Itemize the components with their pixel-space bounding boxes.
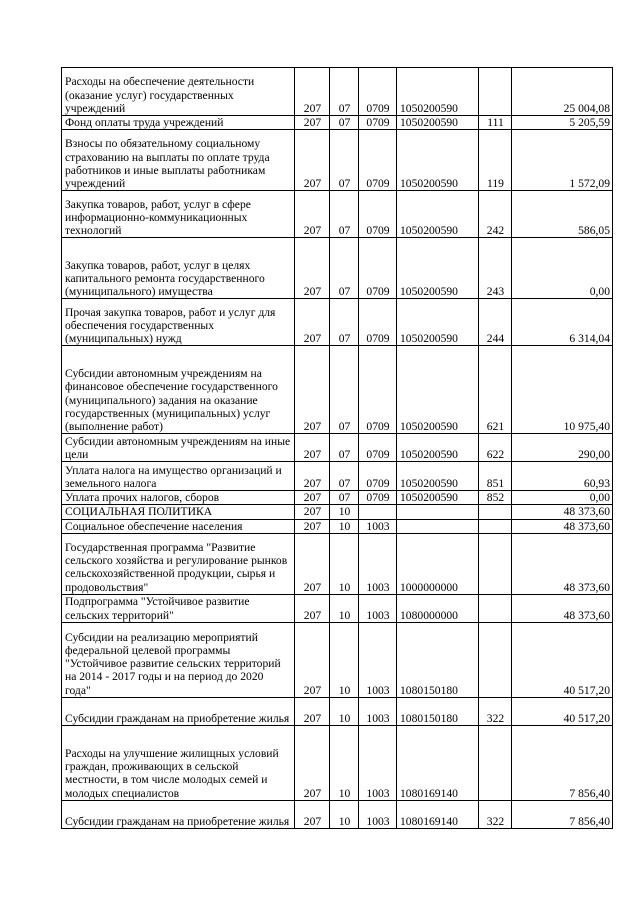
amount-cell: 48 373,60 bbox=[512, 594, 613, 622]
amount-cell: 6 314,04 bbox=[512, 299, 613, 346]
row-name-cell: Государственная программа "Развитие сельского хозяйства и регулирование рынков сельскохозяйственной продукции, сырья и продовольствия" bbox=[62, 533, 295, 594]
row-name-cell: Фонд оплаты труда учреждений bbox=[62, 116, 295, 130]
section-cell: 10 bbox=[330, 725, 359, 800]
expense-type-cell bbox=[479, 519, 512, 533]
subsection-cell: 0709 bbox=[359, 130, 397, 191]
subsection-cell: 0709 bbox=[359, 434, 397, 462]
amount-cell: 0,00 bbox=[512, 238, 613, 299]
row-name-cell: Субсидии гражданам на приобретение жилья bbox=[62, 697, 295, 725]
amount-cell: 0,00 bbox=[512, 491, 613, 505]
subsection-cell: 0709 bbox=[359, 116, 397, 130]
row-name-cell: Подпрограмма "Устойчивое развитие сельских территорий" bbox=[62, 594, 295, 622]
grbs-cell: 207 bbox=[295, 346, 330, 434]
target-article-cell: 1050200590 bbox=[397, 116, 479, 130]
table-body bbox=[62, 68, 613, 829]
row-name-cell: Закупка товаров, работ, услуг в целях капитального ремонта государственного (муниципального) имущества bbox=[62, 238, 295, 299]
target-article-cell: 1050200590 bbox=[397, 130, 479, 191]
row-name-cell: Закупка товаров, работ, услуг в сфере информационно-коммуникационных технологий bbox=[62, 191, 295, 238]
target-article-cell: 1050200590 bbox=[397, 191, 479, 238]
target-article-cell: 1080169140 bbox=[397, 800, 479, 828]
budget-table bbox=[61, 67, 613, 829]
table-row bbox=[62, 800, 613, 828]
amount-cell: 48 373,60 bbox=[512, 533, 613, 594]
table-row bbox=[62, 238, 613, 299]
target-article-cell: 1080000000 bbox=[397, 594, 479, 622]
row-name-cell: Социальное обеспечение населения bbox=[62, 519, 295, 533]
subsection-cell: 0709 bbox=[359, 191, 397, 238]
row-name-cell: Субсидии гражданам на приобретение жилья bbox=[62, 800, 295, 828]
amount-cell: 5 205,59 bbox=[512, 116, 613, 130]
subsection-cell: 1003 bbox=[359, 622, 397, 697]
subsection-cell: 1003 bbox=[359, 594, 397, 622]
row-name-cell: Субсидии автономным учреждениям на финансовое обеспечение государственного (муниципального) задания на оказание государственных (муниципальных) услуг (выполнение работ) bbox=[62, 346, 295, 434]
target-article-cell: 1080150180 bbox=[397, 622, 479, 697]
section-cell: 07 bbox=[330, 68, 359, 116]
target-article-cell: 1050200590 bbox=[397, 462, 479, 491]
grbs-cell: 207 bbox=[295, 725, 330, 800]
target-article-cell: 1050200590 bbox=[397, 238, 479, 299]
subsection-cell: 0709 bbox=[359, 462, 397, 491]
section-cell: 10 bbox=[330, 533, 359, 594]
subsection-cell bbox=[359, 505, 397, 519]
target-article-cell: 1080150180 bbox=[397, 697, 479, 725]
table-row bbox=[62, 491, 613, 505]
amount-cell: 40 517,20 bbox=[512, 697, 613, 725]
row-name-cell: Уплата прочих налогов, сборов bbox=[62, 491, 295, 505]
subsection-cell: 0709 bbox=[359, 238, 397, 299]
target-article-cell: 1050200590 bbox=[397, 346, 479, 434]
grbs-cell: 207 bbox=[295, 116, 330, 130]
target-article-cell: 1000000000 bbox=[397, 533, 479, 594]
table-row bbox=[62, 191, 613, 238]
table-row bbox=[62, 622, 613, 697]
section-cell: 07 bbox=[330, 130, 359, 191]
target-article-cell: 1050200590 bbox=[397, 434, 479, 462]
subsection-cell: 0709 bbox=[359, 68, 397, 116]
subsection-cell: 1003 bbox=[359, 697, 397, 725]
grbs-cell: 207 bbox=[295, 491, 330, 505]
expense-type-cell: 242 bbox=[479, 191, 512, 238]
grbs-cell: 207 bbox=[295, 505, 330, 519]
expense-type-cell: 111 bbox=[479, 116, 512, 130]
amount-cell: 1 572,09 bbox=[512, 130, 613, 191]
amount-cell: 40 517,20 bbox=[512, 622, 613, 697]
table-row bbox=[62, 299, 613, 346]
grbs-cell: 207 bbox=[295, 191, 330, 238]
grbs-cell: 207 bbox=[295, 68, 330, 116]
table-row bbox=[62, 116, 613, 130]
table-row bbox=[62, 462, 613, 491]
target-article-cell bbox=[397, 519, 479, 533]
amount-cell: 48 373,60 bbox=[512, 505, 613, 519]
amount-cell: 10 975,40 bbox=[512, 346, 613, 434]
section-cell: 10 bbox=[330, 622, 359, 697]
table-row bbox=[62, 505, 613, 519]
grbs-cell: 207 bbox=[295, 594, 330, 622]
grbs-cell: 207 bbox=[295, 238, 330, 299]
grbs-cell: 207 bbox=[295, 697, 330, 725]
subsection-cell: 1003 bbox=[359, 533, 397, 594]
table-row bbox=[62, 697, 613, 725]
section-cell: 07 bbox=[330, 491, 359, 505]
expense-type-cell bbox=[479, 622, 512, 697]
table-row bbox=[62, 68, 613, 116]
expense-type-cell: 322 bbox=[479, 697, 512, 725]
row-name-cell: Расходы на обеспечение деятельности (оказание услуг) государственных учреждений bbox=[62, 68, 295, 116]
grbs-cell: 207 bbox=[295, 130, 330, 191]
section-cell: 07 bbox=[330, 238, 359, 299]
table-row bbox=[62, 725, 613, 800]
amount-cell: 60,93 bbox=[512, 462, 613, 491]
grbs-cell: 207 bbox=[295, 800, 330, 828]
grbs-cell: 207 bbox=[295, 299, 330, 346]
table-row bbox=[62, 533, 613, 594]
expense-type-cell: 851 bbox=[479, 462, 512, 491]
row-name-cell: Взносы по обязательному социальному страхованию на выплаты по оплате труда работников и иные выплаты работникам учреждений bbox=[62, 130, 295, 191]
table-row bbox=[62, 594, 613, 622]
section-cell: 07 bbox=[330, 191, 359, 238]
section-cell: 10 bbox=[330, 519, 359, 533]
grbs-cell: 207 bbox=[295, 519, 330, 533]
amount-cell: 7 856,40 bbox=[512, 725, 613, 800]
target-article-cell: 1050200590 bbox=[397, 491, 479, 505]
table-row bbox=[62, 519, 613, 533]
expense-type-cell: 243 bbox=[479, 238, 512, 299]
table-row bbox=[62, 130, 613, 191]
expense-type-cell: 622 bbox=[479, 434, 512, 462]
amount-cell: 7 856,40 bbox=[512, 800, 613, 828]
section-cell: 07 bbox=[330, 434, 359, 462]
target-article-cell: 1050200590 bbox=[397, 299, 479, 346]
subsection-cell: 1003 bbox=[359, 519, 397, 533]
section-cell: 07 bbox=[330, 299, 359, 346]
target-article-cell bbox=[397, 505, 479, 519]
expense-type-cell bbox=[479, 505, 512, 519]
expense-type-cell bbox=[479, 594, 512, 622]
expense-type-cell: 244 bbox=[479, 299, 512, 346]
grbs-cell: 207 bbox=[295, 622, 330, 697]
row-name-cell: Субсидии на реализацию мероприятий федеральной целевой программы "Устойчивое развитие сельских территорий на 2014 - 2017 годы и на период до 2020 года" bbox=[62, 622, 295, 697]
subsection-cell: 0709 bbox=[359, 299, 397, 346]
expense-type-cell: 322 bbox=[479, 800, 512, 828]
amount-cell: 25 004,08 bbox=[512, 68, 613, 116]
grbs-cell: 207 bbox=[295, 434, 330, 462]
amount-cell: 586,05 bbox=[512, 191, 613, 238]
expense-type-cell bbox=[479, 533, 512, 594]
subsection-cell: 0709 bbox=[359, 346, 397, 434]
expense-type-cell: 119 bbox=[479, 130, 512, 191]
subsection-cell: 1003 bbox=[359, 725, 397, 800]
row-name-cell: Расходы на улучшение жилищных условий граждан, проживающих в сельской местности, в том числе молодых семей и молодых специалистов bbox=[62, 725, 295, 800]
expense-type-cell: 621 bbox=[479, 346, 512, 434]
expense-type-cell: 852 bbox=[479, 491, 512, 505]
section-cell: 07 bbox=[330, 462, 359, 491]
row-name-cell: Прочая закупка товаров, работ и услуг для обеспечения государственных (муниципальных) нужд bbox=[62, 299, 295, 346]
section-cell: 07 bbox=[330, 346, 359, 434]
table-row bbox=[62, 434, 613, 462]
row-name-cell: Субсидии автономным учреждениям на иные цели bbox=[62, 434, 295, 462]
section-cell: 07 bbox=[330, 116, 359, 130]
expense-type-cell bbox=[479, 68, 512, 116]
section-cell: 10 bbox=[330, 505, 359, 519]
section-cell: 10 bbox=[330, 697, 359, 725]
target-article-cell: 1080169140 bbox=[397, 725, 479, 800]
amount-cell: 290,00 bbox=[512, 434, 613, 462]
subsection-cell: 1003 bbox=[359, 800, 397, 828]
grbs-cell: 207 bbox=[295, 462, 330, 491]
expense-type-cell bbox=[479, 725, 512, 800]
target-article-cell: 1050200590 bbox=[397, 68, 479, 116]
section-cell: 10 bbox=[330, 594, 359, 622]
row-name-cell: Уплата налога на имущество организаций и земельного налога bbox=[62, 462, 295, 491]
section-cell: 10 bbox=[330, 800, 359, 828]
amount-cell: 48 373,60 bbox=[512, 519, 613, 533]
table-row bbox=[62, 346, 613, 434]
subsection-cell: 0709 bbox=[359, 491, 397, 505]
grbs-cell: 207 bbox=[295, 533, 330, 594]
row-name-cell: СОЦИАЛЬНАЯ ПОЛИТИКА bbox=[62, 505, 295, 519]
